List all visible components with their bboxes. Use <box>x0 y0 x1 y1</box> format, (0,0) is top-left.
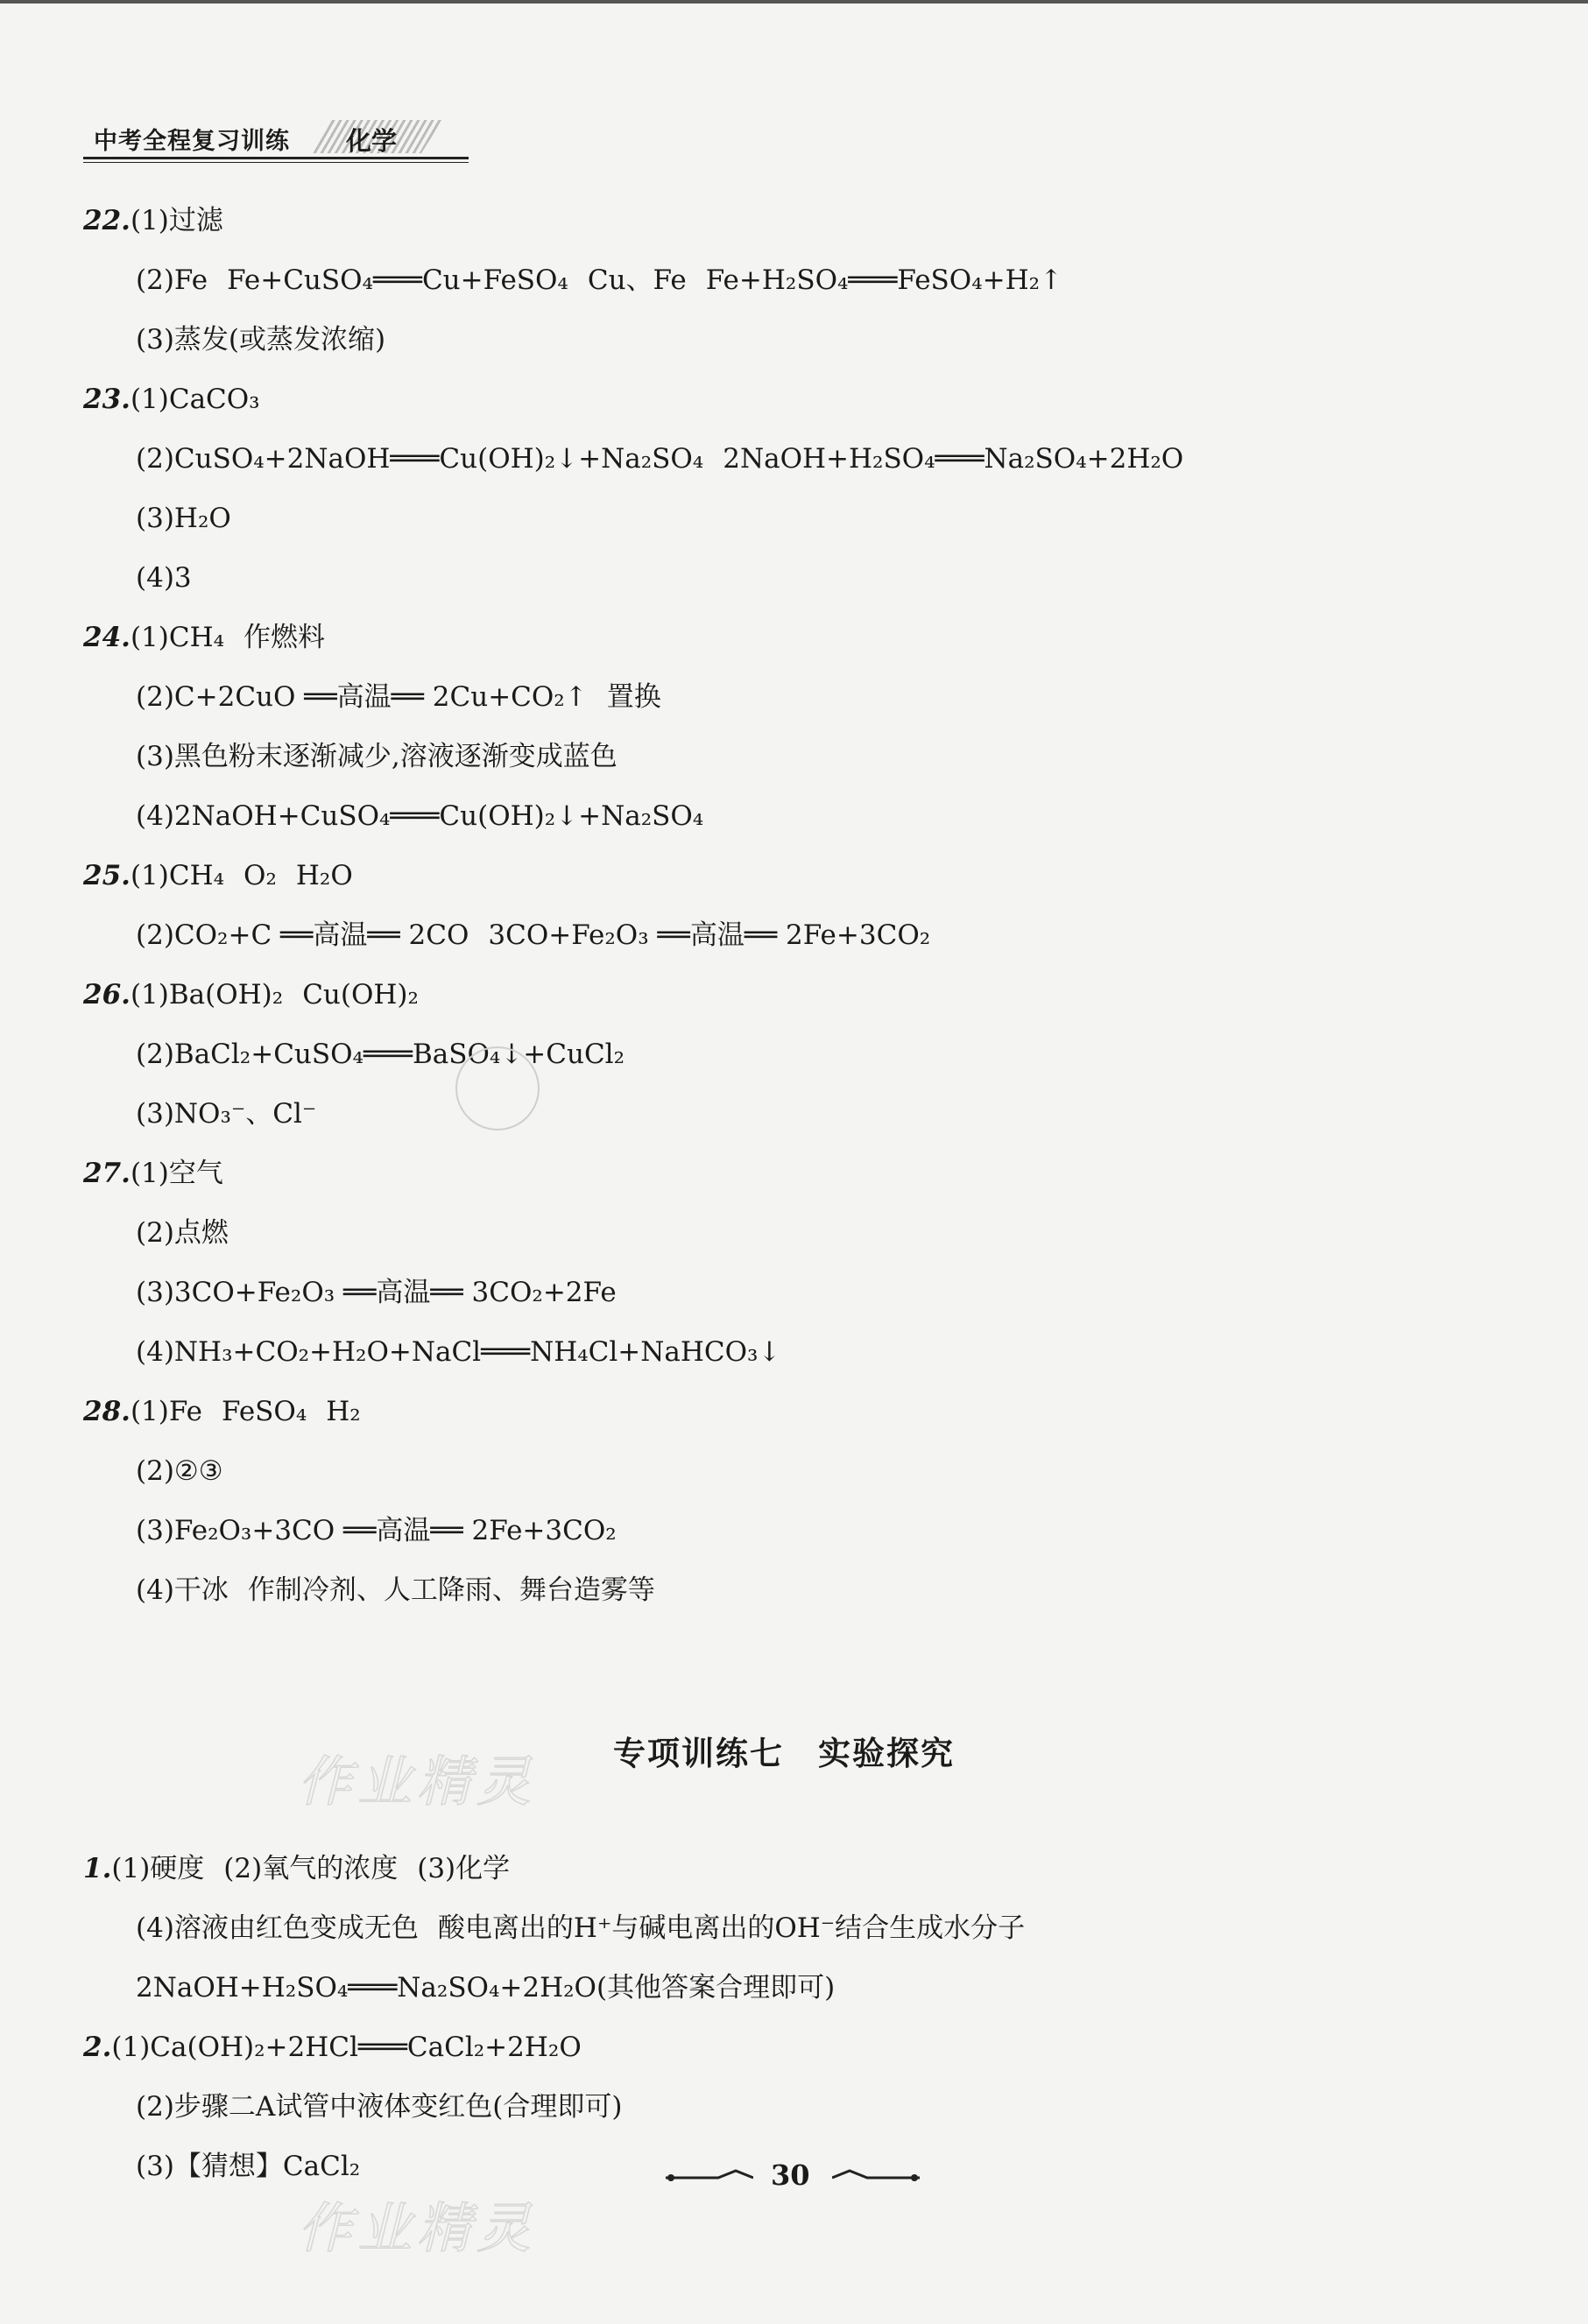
answer-text: (4)溶液由红色变成无色 <box>136 1912 419 1944</box>
answer-text: (4)NH₃+CO₂+H₂O+NaCl═══NH₄Cl+NaHCO₃↓ <box>136 1336 781 1368</box>
answer-text: (2)BaCl₂+CuSO₄═══BaSO₄↓+CuCl₂ <box>136 1039 625 1070</box>
question-25 <box>83 846 1047 965</box>
answer-text: (1)CH₄ <box>130 622 225 653</box>
answer-text: Fe+CuSO₄═══Cu+FeSO₄ <box>227 264 568 296</box>
header-rule <box>83 157 469 159</box>
answer-line <box>83 727 1047 786</box>
section-answer-list <box>83 1839 1047 2196</box>
question-28 <box>83 1382 1047 1620</box>
question-number: 2. <box>83 2032 112 2063</box>
answer-text: 酸电离出的H⁺与碱电离出的OH⁻结合生成水分子 <box>437 1912 1026 1944</box>
answer-text: (4)干冰 <box>136 1574 229 1606</box>
answer-line <box>83 2077 1047 2137</box>
subject-label: 化学 <box>346 126 398 156</box>
answer-line <box>83 1263 1047 1322</box>
top-border <box>0 0 1588 4</box>
answer-line <box>83 1560 1047 1620</box>
answer-text: (3)Fe₂O₃+3CO ══高温══ 2Fe+3CO₂ <box>136 1515 617 1546</box>
answer-text: (1)Ba(OH)₂ <box>130 979 284 1011</box>
answer-text: (2)点燃 <box>136 1217 229 1249</box>
stamp-mark <box>455 1046 540 1130</box>
answer-text: Fe+H₂SO₄═══FeSO₄+H₂↑ <box>705 264 1063 296</box>
answer-line <box>83 965 1047 1025</box>
book-title: 中考全程复习训练 <box>94 128 290 155</box>
question-24 <box>83 608 1047 846</box>
answer-line <box>83 548 1047 608</box>
answer-line <box>83 667 1047 727</box>
right-ornament-icon <box>832 2169 920 2187</box>
watermark: 作业精灵 <box>298 1750 537 1813</box>
question-number: 22. <box>83 205 131 236</box>
answer-line <box>83 1322 1047 1382</box>
answer-line <box>83 1025 1047 1084</box>
answer-text: Cu(OH)₂ <box>302 979 419 1011</box>
answer-text: (1)Ca(OH)₂+2HCl═══CaCl₂+2H₂O <box>111 2032 582 2063</box>
answer-line <box>83 1501 1047 1560</box>
header-rule-thin <box>83 162 469 163</box>
question-number: 24. <box>83 622 131 653</box>
running-header <box>83 118 469 164</box>
answer-text: (1)CH₄ <box>130 860 225 891</box>
question-26 <box>83 965 1047 1144</box>
answer-line <box>83 1203 1047 1263</box>
question-number: 25. <box>83 860 131 891</box>
page-number: 30 <box>771 2159 810 2192</box>
answer-text: 作制冷剂、人工降雨、舞台造雾等 <box>247 1574 655 1606</box>
answer-list <box>83 191 1184 1620</box>
answer-text: 置换 <box>606 681 661 713</box>
answer-line <box>83 1382 1047 1441</box>
question-number: 27. <box>83 1158 131 1189</box>
answer-line <box>83 2018 1047 2077</box>
question-23 <box>83 370 1184 608</box>
answer-line <box>83 905 1047 965</box>
answer-text: (4)2NaOH+CuSO₄═══Cu(OH)₂↓+Na₂SO₄ <box>136 800 704 832</box>
answer-text: (1)CaCO₃ <box>130 384 260 415</box>
answer-text: (1)Fe <box>130 1396 203 1427</box>
answer-line <box>83 429 1184 489</box>
answer-text: (3)H₂O <box>136 503 231 534</box>
answer-text: (3)3CO+Fe₂O₃ ══高温══ 3CO₂+2Fe <box>136 1277 617 1308</box>
answer-line <box>83 370 1047 429</box>
answer-text: (1)空气 <box>130 1158 223 1189</box>
answer-text: (1)硬度 <box>111 1853 205 1884</box>
answer-line <box>83 191 1047 250</box>
answer-text: (2)CO₂+C ══高温══ 2CO <box>136 919 469 951</box>
question-number: 28. <box>83 1396 131 1427</box>
answer-text: Cu、Fe <box>587 264 687 296</box>
question-27 <box>83 1144 1047 1382</box>
answer-line <box>83 1441 1047 1501</box>
answer-line <box>83 250 1063 310</box>
answer-text: 2NaOH+H₂SO₄═══Na₂SO₄+2H₂O <box>723 443 1184 475</box>
answer-line <box>83 786 1047 846</box>
question-number: 26. <box>83 979 131 1011</box>
left-ornament-icon <box>666 2169 753 2187</box>
answer-text: (3)【猜想】CaCl₂ <box>136 2151 361 2182</box>
answer-line <box>83 1144 1047 1203</box>
answer-text: 3CO+Fe₂O₃ ══高温══ 2Fe+3CO₂ <box>488 919 931 951</box>
question-number: 23. <box>83 384 131 415</box>
page-footer <box>666 2159 920 2194</box>
answer-text: 作燃料 <box>243 622 326 653</box>
question-number: 1. <box>83 1853 112 1884</box>
answer-text: (3)NO₃⁻、Cl⁻ <box>136 1098 317 1130</box>
answer-line <box>83 1898 1047 1958</box>
answer-line <box>83 1839 1047 1898</box>
answer-text: (2)Fe <box>136 264 208 296</box>
answer-text: H₂ <box>326 1396 361 1427</box>
answer-text: (4)3 <box>136 562 192 594</box>
answer-text: (2)氧气的浓度 <box>223 1853 399 1884</box>
watermark-bottom: 作业精灵 <box>298 2196 537 2260</box>
answer-text: FeSO₄ <box>222 1396 307 1427</box>
answer-line <box>83 489 1047 548</box>
answer-line <box>83 310 1047 370</box>
answer-line <box>83 846 1047 905</box>
answer-line <box>83 1084 1047 1144</box>
question-1 <box>83 1839 1047 2018</box>
answer-text: (2)②③ <box>136 1455 223 1487</box>
answer-text: 2NaOH+H₂SO₄═══Na₂SO₄+2H₂O(其他答案合理即可) <box>136 1972 836 2004</box>
answer-text: (2)CuSO₄+2NaOH═══Cu(OH)₂↓+Na₂SO₄ <box>136 443 704 475</box>
answer-line <box>83 608 1047 667</box>
answer-text: H₂O <box>295 860 353 891</box>
section-title: 专项训练七 实验探究 <box>613 1735 955 1772</box>
answer-text: (1)过滤 <box>130 205 223 236</box>
answer-text: (3)化学 <box>417 1853 511 1884</box>
answer-text: (3)蒸发(或蒸发浓缩) <box>136 324 386 356</box>
answer-text: (2)步骤二A试管中液体变红色(合理即可) <box>136 2091 623 2123</box>
question-22 <box>83 191 1063 370</box>
answer-text: O₂ <box>243 860 277 891</box>
answer-text: (3)黑色粉末逐渐减少,溶液逐渐变成蓝色 <box>136 741 618 772</box>
answer-line <box>83 1958 1047 2018</box>
answer-text: (2)C+2CuO ══高温══ 2Cu+CO₂↑ <box>136 681 588 713</box>
